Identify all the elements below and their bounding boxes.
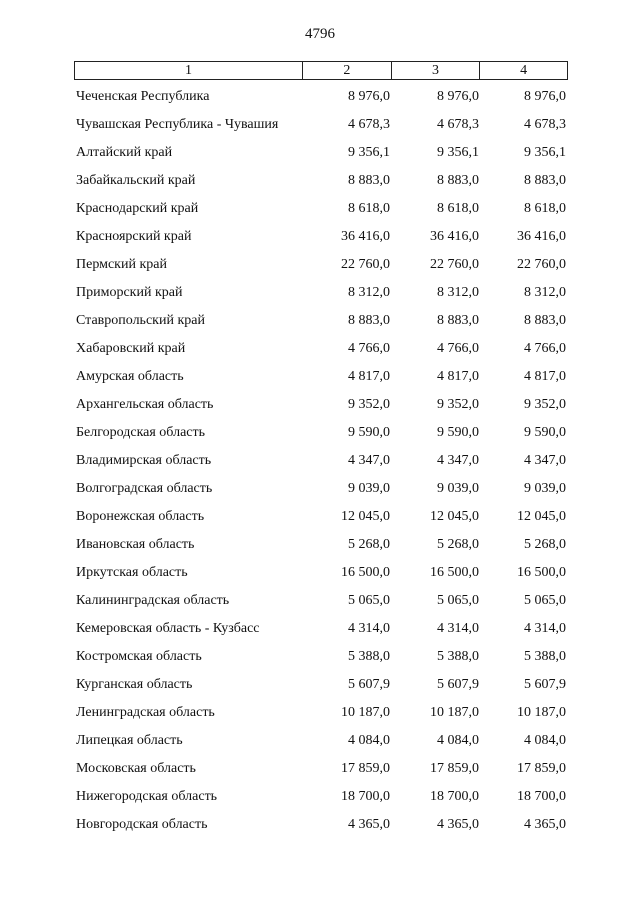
value-col-2: 9 352,0	[348, 397, 390, 412]
value-col-3: 17 859,0	[430, 761, 479, 776]
value-col-4: 9 590,0	[524, 425, 566, 440]
value-col-2: 16 500,0	[341, 565, 390, 580]
value-col-3: 8 312,0	[437, 285, 479, 300]
value-col-4: 4 766,0	[524, 341, 566, 356]
value-col-4: 10 187,0	[517, 705, 566, 720]
value-col-3: 4 084,0	[437, 733, 479, 748]
table-row	[74, 783, 568, 811]
value-col-4: 17 859,0	[517, 761, 566, 776]
value-col-2: 17 859,0	[341, 761, 390, 776]
value-col-4: 22 760,0	[517, 257, 566, 272]
region-name: Волгоградская область	[76, 481, 213, 496]
region-name: Московская область	[76, 761, 196, 776]
region-name: Нижегородская область	[76, 789, 218, 804]
column-header-1: 1	[75, 62, 303, 79]
region-name: Кемеровская область - Кузбасс	[76, 621, 260, 636]
value-col-4: 4 365,0	[524, 817, 566, 832]
value-col-4: 8 312,0	[524, 285, 566, 300]
value-col-3: 16 500,0	[430, 565, 479, 580]
region-name: Забайкальский край	[76, 173, 196, 188]
value-col-3: 9 590,0	[437, 425, 479, 440]
value-col-3: 9 352,0	[437, 397, 479, 412]
table-row	[74, 391, 568, 419]
region-name: Владимирская область	[76, 453, 212, 468]
value-col-4: 4 817,0	[524, 369, 566, 384]
table-body	[74, 83, 568, 839]
region-name: Новгородская область	[76, 817, 208, 832]
region-name: Калининградская область	[76, 593, 230, 608]
value-col-2: 8 883,0	[348, 173, 390, 188]
value-col-4: 8 883,0	[524, 173, 566, 188]
table-row	[74, 83, 568, 111]
table-row	[74, 167, 568, 195]
value-col-3: 4 314,0	[437, 621, 479, 636]
table-row	[74, 111, 568, 139]
value-col-3: 4 347,0	[437, 453, 479, 468]
value-col-4: 36 416,0	[517, 229, 566, 244]
region-name: Костромская область	[76, 649, 202, 664]
region-name: Иркутская область	[76, 565, 188, 580]
region-name: Ставропольский край	[76, 313, 205, 328]
value-col-2: 4 314,0	[348, 621, 390, 636]
region-name: Курганская область	[76, 677, 193, 692]
value-col-2: 5 065,0	[348, 593, 390, 608]
table-row	[74, 363, 568, 391]
region-name: Архангельская область	[76, 397, 214, 412]
table-row	[74, 811, 568, 839]
value-col-2: 5 268,0	[348, 537, 390, 552]
value-col-4: 18 700,0	[517, 789, 566, 804]
table-row	[74, 727, 568, 755]
value-col-3: 5 268,0	[437, 537, 479, 552]
value-col-3: 9 039,0	[437, 481, 479, 496]
region-name: Приморский край	[76, 285, 183, 300]
value-col-4: 9 356,1	[524, 145, 566, 160]
value-col-4: 4 084,0	[524, 733, 566, 748]
region-name: Чеченская Республика	[76, 89, 210, 104]
page-number: 4796	[305, 26, 335, 42]
region-name: Пермский край	[76, 257, 167, 272]
value-col-4: 4 314,0	[524, 621, 566, 636]
value-col-3: 4 766,0	[437, 341, 479, 356]
value-col-4: 5 065,0	[524, 593, 566, 608]
value-col-2: 5 388,0	[348, 649, 390, 664]
table-column-header	[74, 61, 568, 80]
table-row	[74, 195, 568, 223]
value-col-2: 4 766,0	[348, 341, 390, 356]
table-row	[74, 419, 568, 447]
region-name: Липецкая область	[76, 733, 183, 748]
region-name: Краснодарский край	[76, 201, 199, 216]
region-name: Амурская область	[76, 369, 184, 384]
value-col-2: 8 312,0	[348, 285, 390, 300]
value-col-2: 4 817,0	[348, 369, 390, 384]
value-col-3: 22 760,0	[430, 257, 479, 272]
table-row	[74, 307, 568, 335]
value-col-4: 8 976,0	[524, 89, 566, 104]
table-row	[74, 699, 568, 727]
table-row	[74, 223, 568, 251]
value-col-2: 36 416,0	[341, 229, 390, 244]
table-row	[74, 755, 568, 783]
value-col-3: 4 365,0	[437, 817, 479, 832]
table-row	[74, 559, 568, 587]
region-name: Красноярский край	[76, 229, 192, 244]
value-col-4: 9 039,0	[524, 481, 566, 496]
value-col-2: 4 084,0	[348, 733, 390, 748]
value-col-2: 4 678,3	[348, 117, 390, 132]
region-name: Ивановская область	[76, 537, 195, 552]
value-col-2: 22 760,0	[341, 257, 390, 272]
value-col-2: 8 976,0	[348, 89, 390, 104]
value-col-2: 4 347,0	[348, 453, 390, 468]
region-name: Воронежская область	[76, 509, 205, 524]
region-name: Белгородская область	[76, 425, 206, 440]
table-row	[74, 587, 568, 615]
table-row	[74, 503, 568, 531]
region-name: Ленинградская область	[76, 705, 215, 720]
value-col-4: 9 352,0	[524, 397, 566, 412]
table-row	[74, 615, 568, 643]
value-col-3: 5 388,0	[437, 649, 479, 664]
value-col-3: 5 607,9	[437, 677, 479, 692]
value-col-3: 18 700,0	[430, 789, 479, 804]
table-row	[74, 335, 568, 363]
region-name: Алтайский край	[76, 145, 173, 160]
value-col-3: 8 883,0	[437, 313, 479, 328]
value-col-3: 12 045,0	[430, 509, 479, 524]
value-col-4: 8 618,0	[524, 201, 566, 216]
value-col-4: 12 045,0	[517, 509, 566, 524]
value-col-2: 8 618,0	[348, 201, 390, 216]
column-header-3: 3	[392, 62, 481, 79]
region-name: Хабаровский край	[76, 341, 186, 356]
value-col-2: 9 039,0	[348, 481, 390, 496]
value-col-2: 4 365,0	[348, 817, 390, 832]
value-col-2: 9 590,0	[348, 425, 390, 440]
table-row	[74, 251, 568, 279]
value-col-4: 4 347,0	[524, 453, 566, 468]
value-col-3: 8 883,0	[437, 173, 479, 188]
value-col-4: 5 388,0	[524, 649, 566, 664]
table-row	[74, 643, 568, 671]
table-row	[74, 671, 568, 699]
value-col-3: 4 817,0	[437, 369, 479, 384]
value-col-3: 36 416,0	[430, 229, 479, 244]
value-col-2: 9 356,1	[348, 145, 390, 160]
table-row	[74, 475, 568, 503]
column-header-2: 2	[303, 62, 392, 79]
table-row	[74, 531, 568, 559]
value-col-2: 5 607,9	[348, 677, 390, 692]
value-col-4: 8 883,0	[524, 313, 566, 328]
value-col-3: 4 678,3	[437, 117, 479, 132]
value-col-4: 4 678,3	[524, 117, 566, 132]
value-col-3: 10 187,0	[430, 705, 479, 720]
value-col-2: 12 045,0	[341, 509, 390, 524]
value-col-4: 16 500,0	[517, 565, 566, 580]
table-row	[74, 279, 568, 307]
table-row	[74, 139, 568, 167]
value-col-4: 5 607,9	[524, 677, 566, 692]
column-header-4: 4	[520, 63, 528, 78]
value-col-2: 8 883,0	[348, 313, 390, 328]
value-col-2: 10 187,0	[341, 705, 390, 720]
value-col-3: 9 356,1	[437, 145, 479, 160]
value-col-3: 8 976,0	[437, 89, 479, 104]
table-row	[74, 447, 568, 475]
region-name: Чувашская Республика - Чувашия	[76, 117, 279, 132]
value-col-2: 18 700,0	[341, 789, 390, 804]
value-col-3: 8 618,0	[437, 201, 479, 216]
value-col-4: 5 268,0	[524, 537, 566, 552]
value-col-3: 5 065,0	[437, 593, 479, 608]
